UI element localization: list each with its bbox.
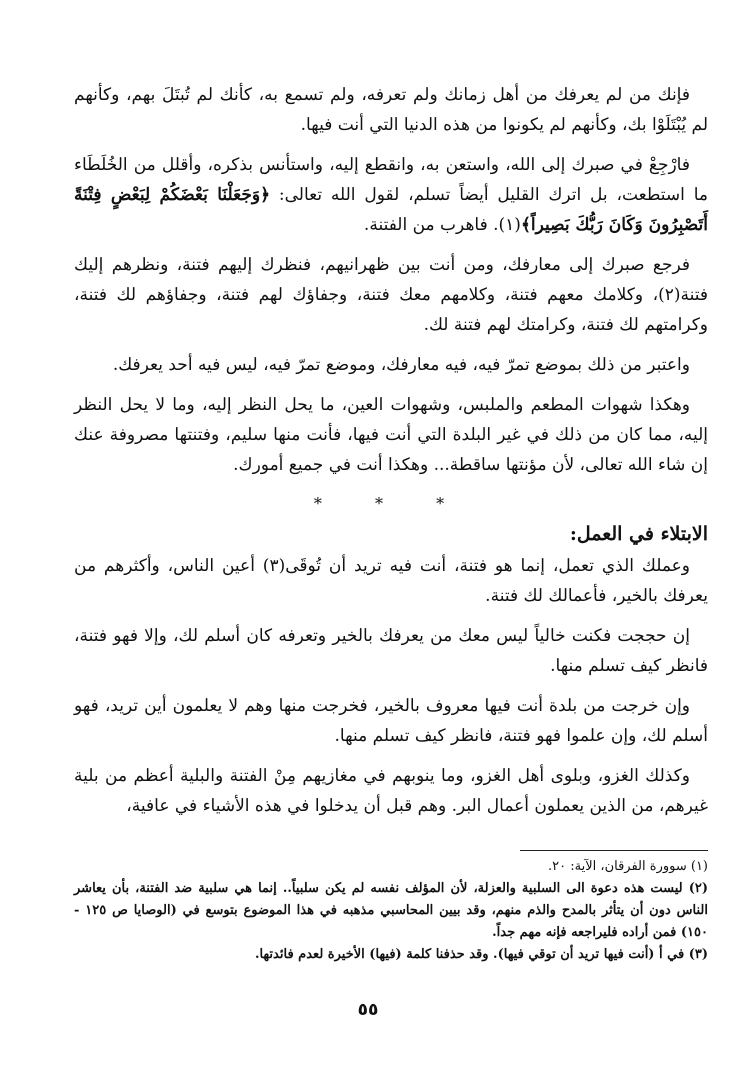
section-separator: * * * <box>313 494 469 513</box>
paragraph-2-end: (١). فاهرب من الفتنة. <box>363 215 521 235</box>
section-heading: الابتلاء في العمل: <box>569 523 708 545</box>
footnote-divider <box>520 850 708 851</box>
paragraph-2 <box>74 150 708 240</box>
footnotes <box>74 856 708 966</box>
main-text <box>74 80 708 831</box>
paragraph-3: فرجع صبرك إلى معارفك، ومن أنت بين ظهرانيهم، فنظرك إليهم فتنة، ونظرهم إليك فتنة(٢)، وكلامك معهم فتنة، وكلامهم معك فتنة، وجفاؤك لهم فتنة، وجفاؤهم لك فتنة، وكرامتهم لك فتنة، وكرامتك لهم فتنة لك. <box>74 255 708 335</box>
quran-verse: ﴿وَجَعَلْنَا بَعْضَكُمْ لِبَعْضٍ فِتْنَةً أَتَصْبِرُونَ وَكَانَ رَبُّكَ بَصِيراً﴾ <box>74 185 708 235</box>
footnote-1: (١) سوورة الفرقان، الآية: ٢٠. <box>548 859 708 874</box>
footnote-2: (٢) ليست هذه دعوة الى السلبية والعزلة، لأن المؤلف نفسه لم يكن سلبياً.. إنما هي سلبية ضد الفتنة، بأن يعاشر الناس دون أن يتأثر بالمدح والذم منهم، وقد بيين المحاسبي مذهبه في هذا الموضوع بتوسع في (الوصايا ص ١٢٥ - ١٥٠) فمن أراده فليراجعه فإنه مهم جداً. <box>74 881 709 940</box>
page-number: ٥٥ <box>357 1000 379 1020</box>
paragraph-4: واعتبر من ذلك بموضع تمرّ فيه، فيه معارفك، وموضع تمرّ فيه، ليس فيه أحد يعرفك. <box>112 355 690 375</box>
paragraph-7: إن حججت فكنت خالياً ليس معك من يعرفك بالخير وتعرفه كان أسلم لك، وإلا فهو فتنة، فانظر كيف تسلم منها. <box>74 626 708 676</box>
paragraph-5: وهكذا شهوات المطعم والملبس، وشهوات العين، ما يحل النظر إليه، وما لا يحل النظر إليه، مما كان من ذلك في غير البلدة التي أنت فيها، فأنت منها سليم، وفتنتها مصروفة عنك إن شاء الله تعالى، لأن مؤنتها ساقطة... وهكذا أنت في جميع أمورك. <box>74 395 708 475</box>
footnote-3: (٣) في أ (أنت فيها تريد أن توقي فيها). وقد حذفنا كلمة (فيها) الأخيرة لعدم فائدتها. <box>254 947 708 962</box>
paragraph-8: وإن خرجت من بلدة أنت فيها معروف بالخير، فخرجت منها وهم لا يعلمون أين تريد، فهو أسلم لك، وإن علموا فهو فتنة، فانظر كيف تسلم منها. <box>74 696 708 746</box>
paragraph-1: فإنك من لم يعرفك من أهل زمانك ولم تعرفه، ولم تسمع به، كأنك لم تُبتَلَ بهم، وكأنهم لم يُبْتَلَوْا بك، وكأنهم لم يكونوا من هذه الدنيا التي أنت فيها. <box>74 85 708 135</box>
paragraph-9: وكذلك الغزو، وبلوى أهل الغزو، وما ينوبهم في مغازيهم مِنْ الفتنة والبلية أعظم من بلية غيرهم، من الذين يعملون أعمال البر. وهم قبل أن يدخلوا في هذه الأشياء في عافية، <box>74 766 708 816</box>
paragraph-2-text: فارْجِعْ في صبرك إلى الله، واستعن به، وانقطع إليه، واستأنس بذكره، وأقلل من الخُلَطَاء ما استطعت، بل اترك القليل أيضاً تسلم، لقول الله تعالى: <box>74 155 708 205</box>
paragraph-6: وعملك الذي تعمل، إنما هو فتنة، أنت فيه تريد أن تُوقَى(٣) أعين الناس، وأكثرهم من يعرفك بالخير، فأعمالك لك فتنة. <box>74 556 708 606</box>
